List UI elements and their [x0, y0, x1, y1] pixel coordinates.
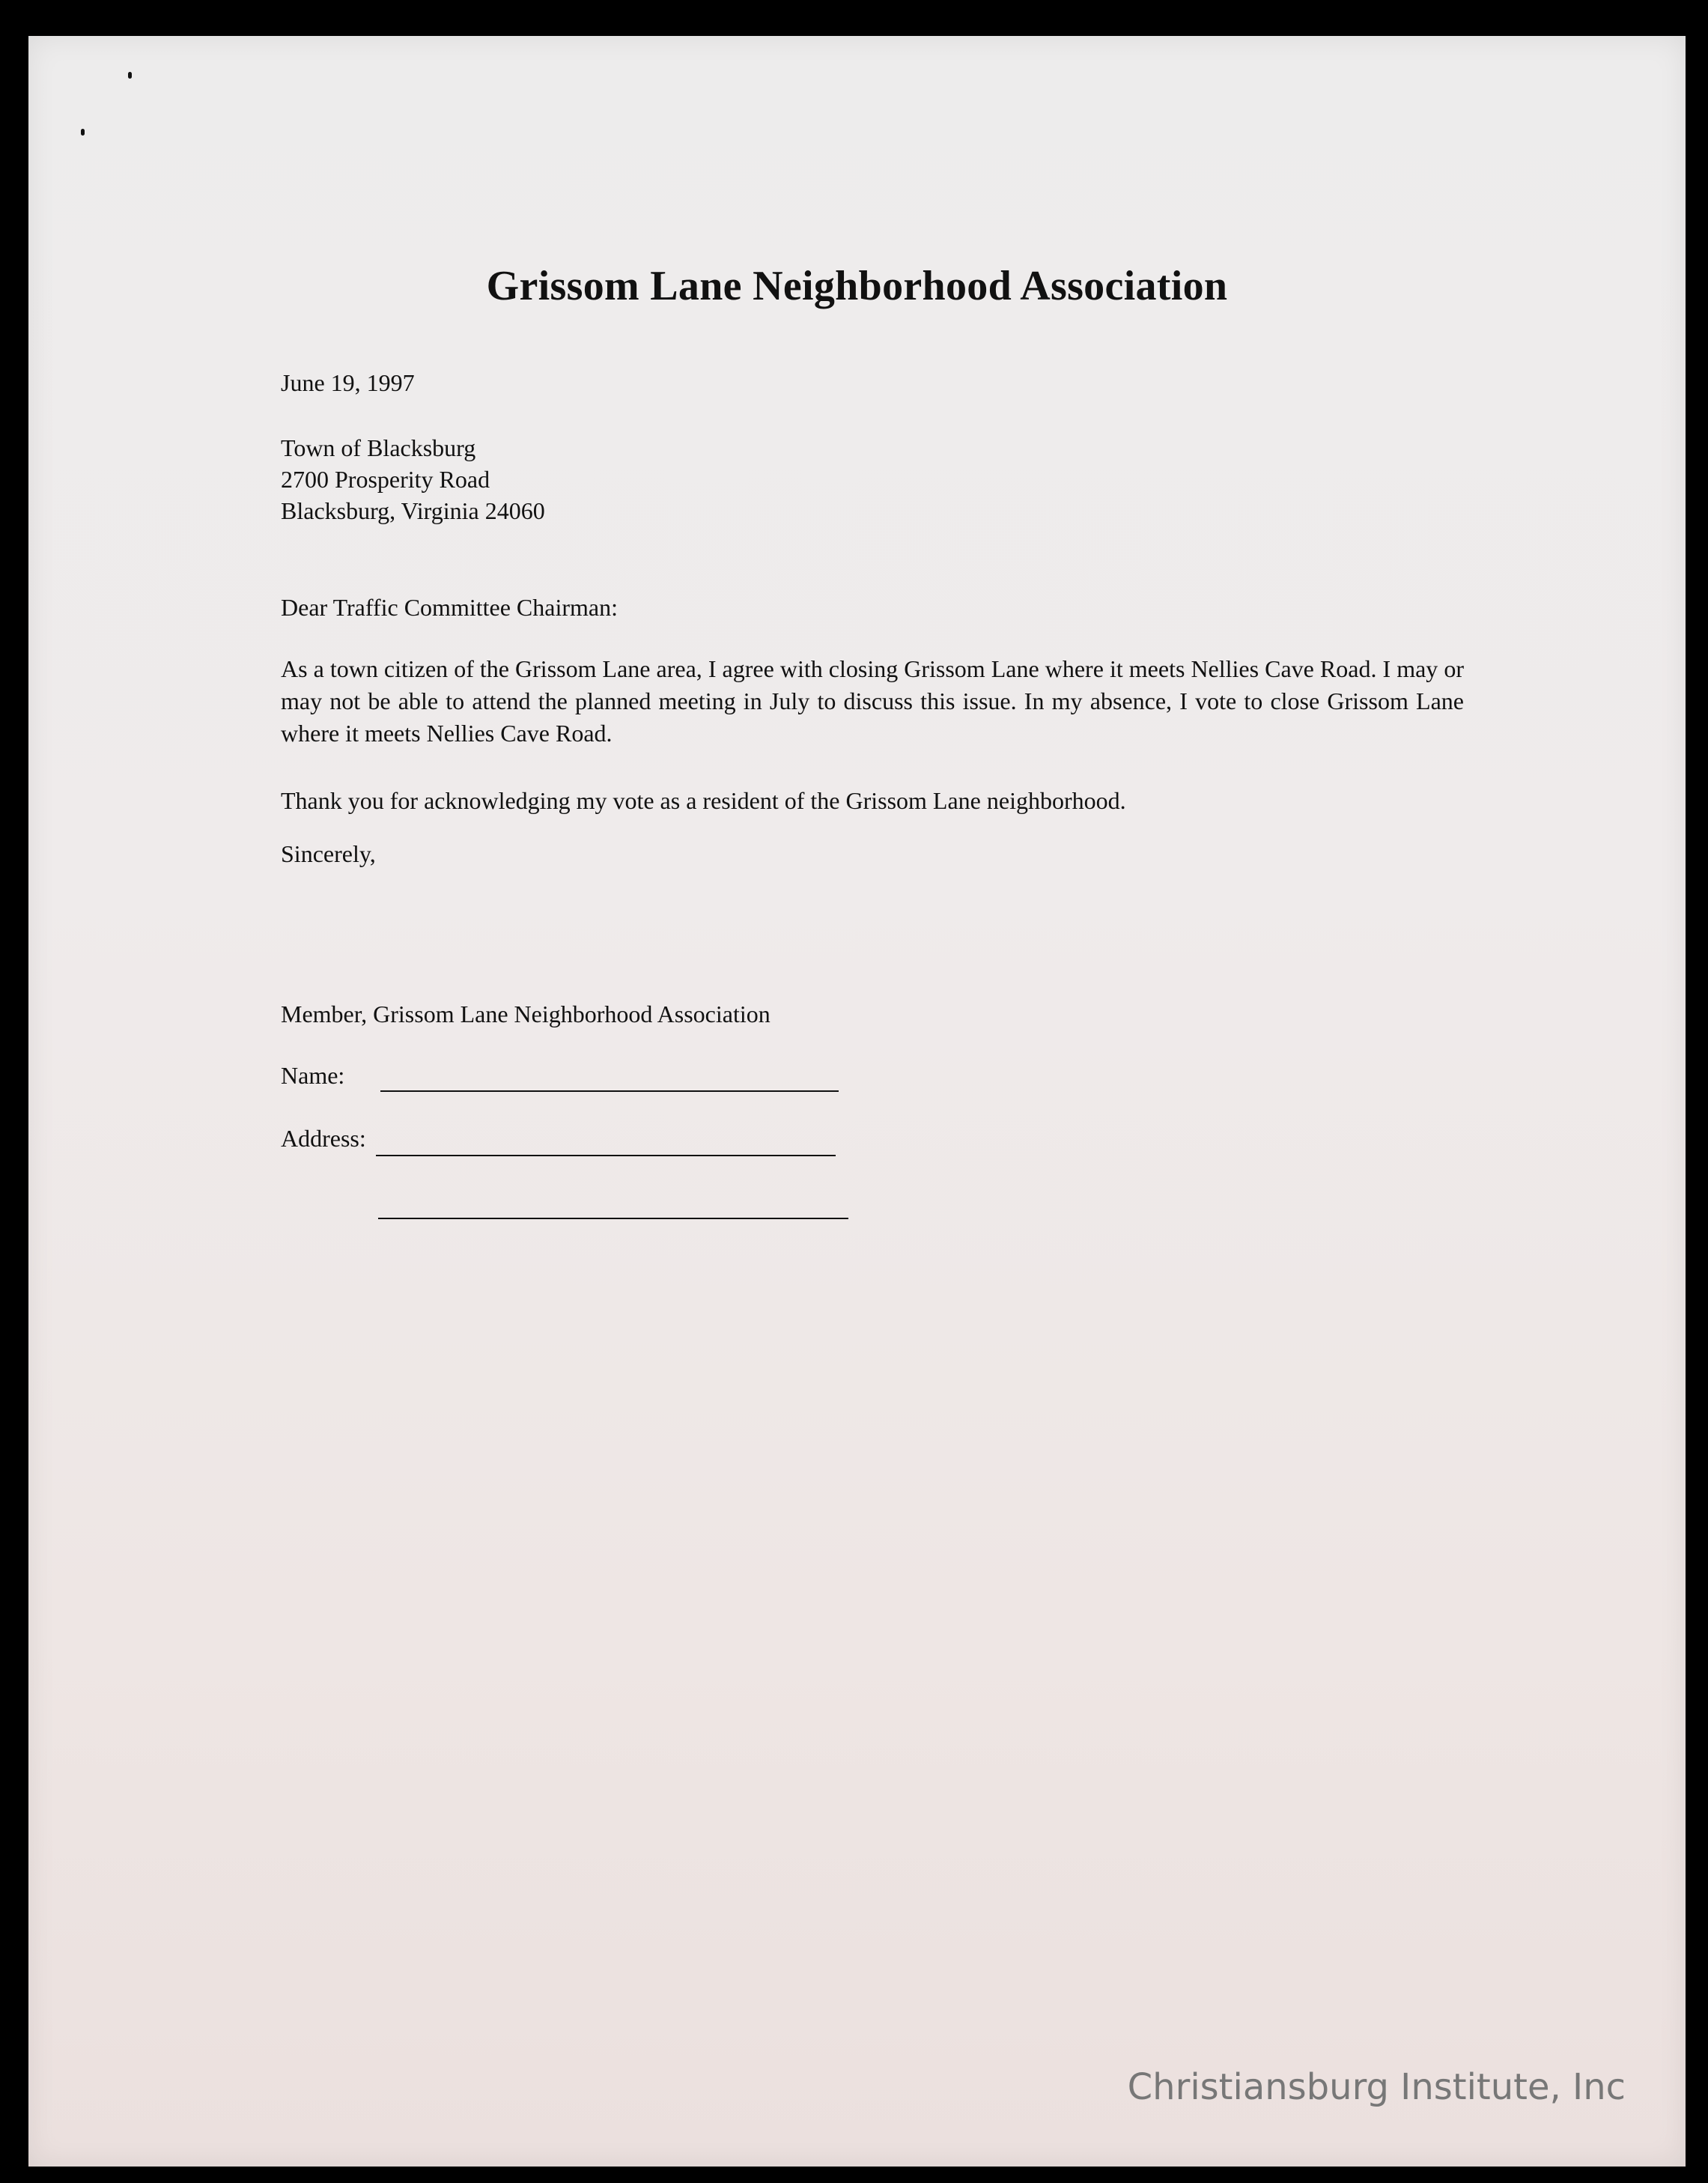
address-blank-line-1[interactable] — [376, 1155, 836, 1156]
letter-title: Grissom Lane Neighborhood Association — [486, 263, 1228, 309]
address-label: Address: — [281, 1125, 366, 1152]
letter-document — [28, 36, 1686, 2167]
recipient-line-2: 2700 Prosperity Road — [281, 466, 490, 493]
recipient-line-1: Town of Blacksburg — [281, 434, 476, 461]
member-line: Member, Grissom Lane Neighborhood Association — [281, 1001, 771, 1027]
body-paragraph-1: As a town citizen of the Grissom Lane area, I agree with closing Grissom Lane where it meets Nellies Cave Road. I may or may not be able to attend the planned meeting in July to discuss this issue. In my absence, I vote to close Grissom Lane where it meets Nellies Cave Road. — [281, 655, 1464, 747]
letter-date: June 19, 1997 — [281, 369, 415, 396]
name-blank-line[interactable] — [380, 1090, 839, 1092]
closing: Sincerely, — [281, 840, 376, 867]
paper-sheet — [28, 36, 1686, 2167]
salutation: Dear Traffic Committee Chairman: — [281, 594, 618, 621]
body-paragraph-2: Thank you for acknowledging my vote as a resident of the Grissom Lane neighborhood. — [281, 787, 1126, 814]
watermark: Christiansburg Institute, Inc — [1127, 2066, 1626, 2108]
recipient-line-3: Blacksburg, Virginia 24060 — [281, 497, 545, 524]
name-label: Name: — [281, 1062, 345, 1089]
address-blank-line-2[interactable] — [378, 1218, 848, 1219]
